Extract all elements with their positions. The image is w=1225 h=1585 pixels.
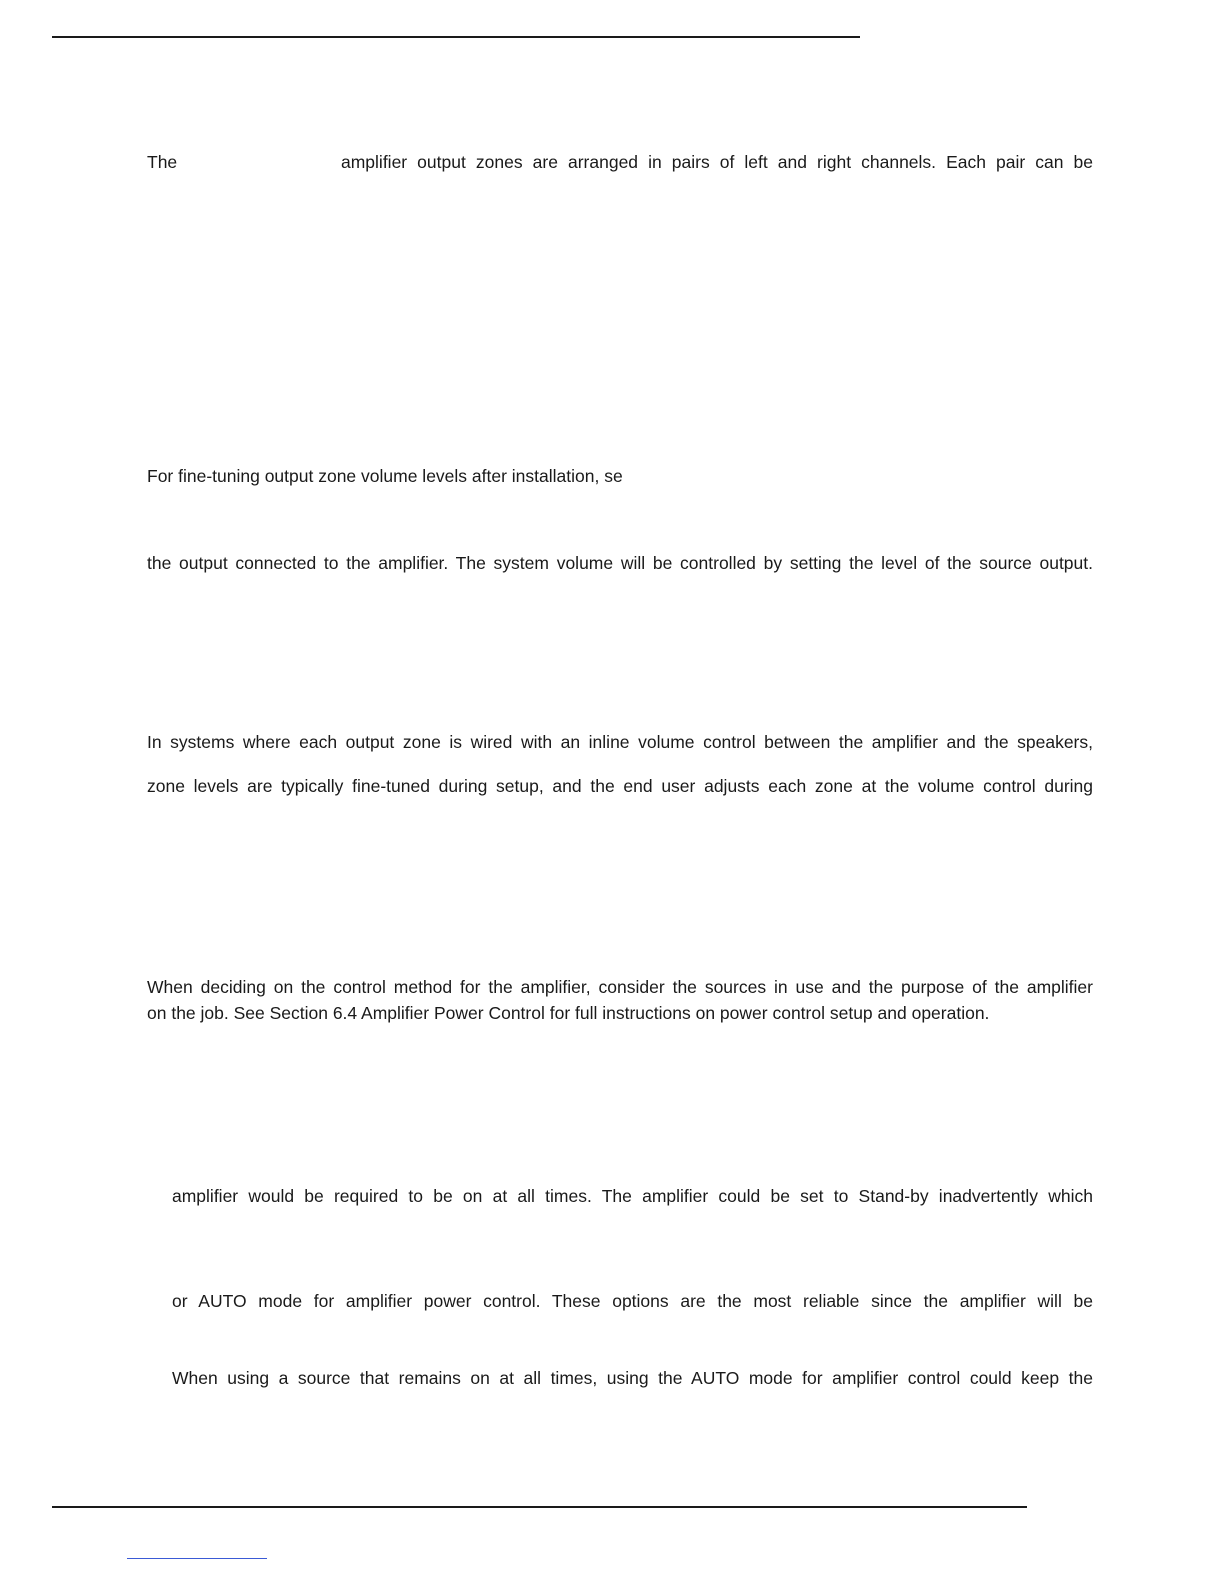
paragraph-1-line-1-start: The <box>147 152 178 172</box>
paragraph-1-line-1-rest: amplifier output zones are arranged in pairs of left and right channels. Each pair can be <box>341 152 1093 172</box>
paragraph-3-line-2: zone levels are typically fine-tuned during setup, and the end user adjusts each zone at the volume control during <box>147 776 1093 796</box>
paragraph-2-line-1: For fine-tuning output zone volume levels after installation, se <box>147 466 623 486</box>
footer-rule <box>52 1506 1027 1508</box>
header-rule <box>52 36 860 38</box>
paragraph-2-line-2: the output connected to the amplifier. The system volume will be controlled by setting the level of the source output. <box>147 553 1093 573</box>
list-item-3-line: When using a source that remains on at all times, using the AUTO mode for amplifier control could keep the <box>172 1368 1093 1388</box>
paragraph-4-line-2: on the job. See Section 6.4 Amplifier Power Control for full instructions on power control setup and operation. <box>147 1003 990 1023</box>
paragraph-4-line-1: When deciding on the control method for the amplifier, consider the sources in use and the purpose of the amplifier <box>147 977 1093 997</box>
paragraph-3-line-1: In systems where each output zone is wired with an inline volume control between the amplifier and the speakers, <box>147 732 1093 752</box>
list-item-2-line: or AUTO mode for amplifier power control. These options are the most reliable since the amplifier will be <box>172 1291 1093 1311</box>
footer-link-underline[interactable] <box>127 1558 267 1559</box>
list-item-1-line: amplifier would be required to be on at all times. The amplifier could be set to Stand-by inadvertently which <box>172 1186 1093 1206</box>
